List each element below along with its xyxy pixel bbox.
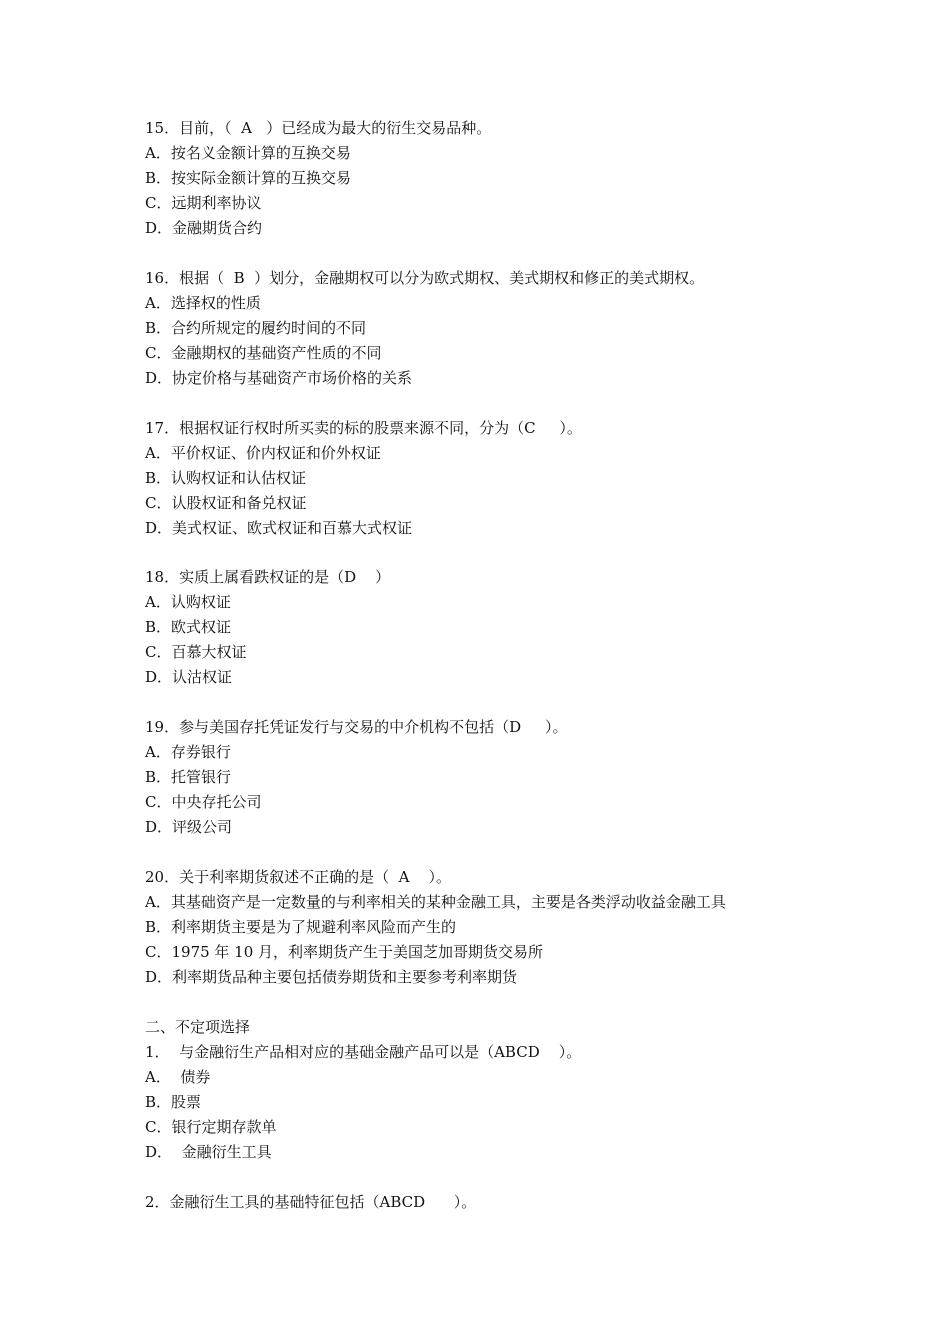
question-18-option-a: A．认购权证 bbox=[145, 593, 231, 612]
question-15-option-c: C．远期利率协议 bbox=[145, 194, 262, 212]
question-19-option-a: A．存券银行 bbox=[145, 743, 231, 762]
question-16-option-c: C．金融期权的基础资产性质的不同 bbox=[145, 343, 382, 362]
question-19-option-c: C．中央存托公司 bbox=[145, 793, 262, 812]
question-18-stem: 18．实质上属看跌权证的是（D ） bbox=[145, 568, 391, 587]
question-19-stem: 19．参与美国存托凭证发行与交易的中介机构不包括（D ）。 bbox=[145, 718, 568, 737]
question-17-option-d: D．美式权证、欧式权证和百慕大式权证 bbox=[145, 518, 413, 537]
section2-question-1-option-a: A． 债券 bbox=[145, 1067, 211, 1086]
spacer bbox=[145, 990, 925, 1015]
question-19-option-b: B．托管银行 bbox=[145, 768, 232, 787]
question-15-option-d: D．金融期货合约 bbox=[145, 219, 263, 237]
question-19-option-d: D．评级公司 bbox=[145, 818, 233, 837]
section2-question-1-option-c: C．银行定期存款单 bbox=[145, 1117, 277, 1136]
question-17-option-c: C．认股权证和备兑权证 bbox=[145, 493, 307, 512]
question-17-option-a: A．平价权证、价内权证和价外权证 bbox=[145, 443, 381, 462]
spacer bbox=[145, 840, 925, 865]
spacer bbox=[145, 690, 925, 715]
spacer bbox=[145, 1165, 925, 1190]
question-18-option-b: B．欧式权证 bbox=[145, 618, 232, 637]
question-15-option-b: B．按实际金额计算的互换交易 bbox=[145, 169, 352, 187]
question-18-option-c: C．百慕大权证 bbox=[145, 643, 247, 662]
question-20-option-a: A．其基础资产是一定数量的与利率相关的某种金融工具，主要是各类浮动收益金融工具 bbox=[145, 892, 726, 911]
question-20-option-d: D．利率期货品种主要包括债券期货和主要参考利率期货 bbox=[145, 967, 518, 986]
question-20-option-c: C．1975 年 10 月，利率期货产生于美国芝加哥期货交易所 bbox=[145, 942, 544, 961]
question-20-option-b: B．利率期货主要是为了规避利率风险而产生的 bbox=[145, 917, 457, 936]
spacer bbox=[145, 391, 925, 416]
question-20-stem: 20．关于利率期货叙述不正确的是（ A ）。 bbox=[145, 867, 452, 886]
question-16-option-a: A．选择权的性质 bbox=[145, 293, 261, 312]
question-15-stem: 15．目前，（ A ）已经成为最大的衍生交易品种。 bbox=[145, 119, 492, 137]
section2-question-1-stem: 1． 与金融衍生产品相对应的基础金融产品可以是（ABCD ）。 bbox=[145, 1042, 582, 1061]
spacer bbox=[145, 241, 925, 266]
question-15-option-a: A．按名义金额计算的互换交易 bbox=[145, 144, 351, 162]
question-16-option-b: B．合约所规定的履约时间的不同 bbox=[145, 318, 367, 337]
spacer bbox=[145, 541, 925, 566]
question-list bbox=[145, 116, 925, 1215]
question-16-stem: 16．根据（ B ）划分，金融期权可以分为欧式期权、美式期权和修正的美式期权。 bbox=[145, 268, 705, 287]
question-18-option-d: D．认沽权证 bbox=[145, 668, 233, 687]
section2-question-2-stem: 2．金融衍生工具的基础特征包括（ABCD ）。 bbox=[145, 1192, 477, 1211]
question-17-stem: 17．根据权证行权时所买卖的标的股票来源不同，分为（C ）。 bbox=[145, 418, 582, 437]
question-16-option-d: D．协定价格与基础资产市场价格的关系 bbox=[145, 368, 413, 387]
section2-question-1-option-b: B．股票 bbox=[145, 1092, 202, 1111]
section-heading: 二、不定项选择 bbox=[145, 1017, 251, 1036]
section2-question-1-option-d: D． 金融衍生工具 bbox=[145, 1142, 272, 1161]
question-17-option-b: B．认购权证和认估权证 bbox=[145, 468, 307, 487]
